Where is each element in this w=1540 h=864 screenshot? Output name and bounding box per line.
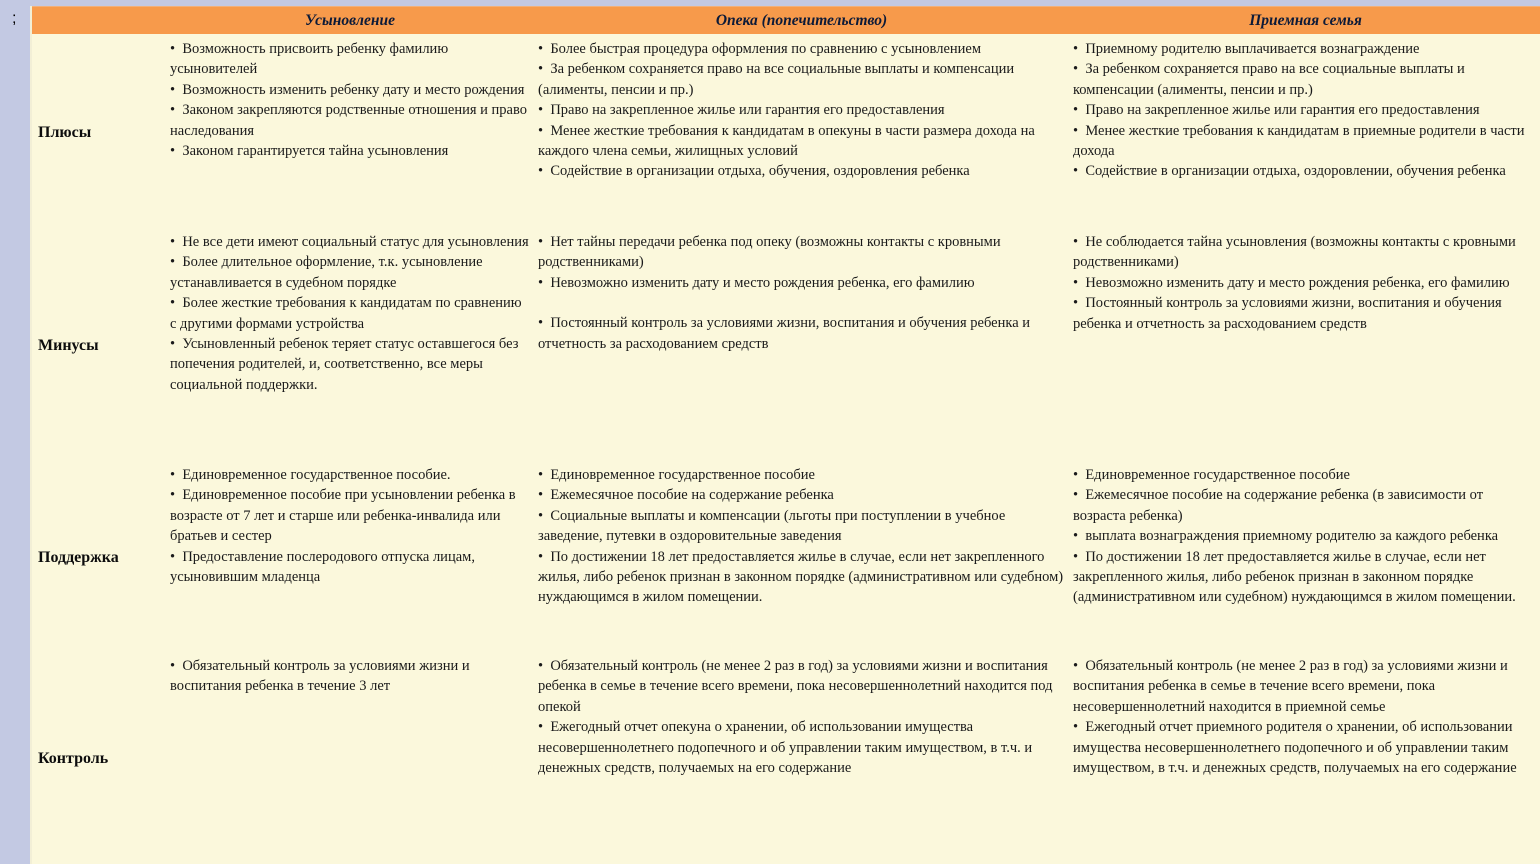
list-item: • За ребенком сохраняется право на все социальные выплаты и компенсации (алименты, пенсии и пр.)	[1073, 59, 1538, 100]
header-foster-family: Приемная семья	[1069, 7, 1540, 35]
header-adoption: Усыновление	[166, 7, 534, 35]
comparison-table	[32, 6, 1540, 862]
list-item: • Содействие в организации отдыха, обучения, оздоровления ребенка	[538, 161, 1065, 181]
list-item: • Более длительное оформление, т.к. усыновление устанавливается в судебном порядке	[170, 252, 530, 293]
list-item: • Предоставление послеродового отпуска лицам, усыновившим младенца	[170, 547, 530, 588]
cell-plus-guardianship	[534, 34, 1069, 227]
list-item: • Право на закрепленное жилье или гарантия его предоставления	[1073, 100, 1538, 120]
list-item: • Постоянный контроль за условиями жизни, воспитания и обучения ребенка и отчетность за расходованием средств	[538, 313, 1065, 354]
left-gutter	[0, 0, 28, 864]
list-item: • Законом закрепляются родственные отношения и право наследования	[170, 100, 530, 141]
list-item: • Единовременное пособие при усыновлении ребенка в возрасте от 7 лет и старше или ребенка-инвалида или братьев и сестер	[170, 485, 530, 546]
list-item: • Нет тайны передачи ребенка под опеку (возможны контакты с кровными родственниками)	[538, 232, 1065, 273]
table-row-control	[32, 651, 1540, 862]
list-item: • Приемному родителю выплачивается вознаграждение	[1073, 39, 1538, 59]
list-item: • Не соблюдается тайна усыновления (возможны контакты с кровными родственниками)	[1073, 232, 1538, 273]
table-row-plus	[32, 34, 1540, 227]
header-row	[32, 7, 1540, 35]
list-item: • Постоянный контроль за условиями жизни, воспитания и обучения ребенка и отчетность за расходованием средств	[1073, 293, 1538, 334]
list-item: • За ребенком сохраняется право на все социальные выплаты и компенсации (алименты, пенсии и пр.)	[538, 59, 1065, 100]
list-item: • Ежегодный отчет приемного родителя о хранении, об использовании имущества несовершеннолетнего подопечного и об управлении таким имуществом, в т.ч. и денежных средств, получаемых на его содержание	[1073, 717, 1538, 778]
cell-minus-guardianship	[534, 227, 1069, 460]
cell-support-adoption	[166, 460, 534, 651]
list-item: • Не все дети имеют социальный статус для усыновления	[170, 232, 530, 252]
list-item: • Усыновленный ребенок теряет статус оставшегося без попечения родителей, и, соответственно, все меры социальной поддержки.	[170, 334, 530, 395]
list-item: • По достижении 18 лет предоставляется жилье в случае, если нет закрепленного жилья, либо ребенок признан в законном порядке (административном или судебном) нуждающимся в жилом помещении.	[1073, 547, 1538, 608]
list-item: • Возможность присвоить ребенку фамилию усыновителей	[170, 39, 530, 80]
cell-control-foster	[1069, 651, 1540, 862]
list-item: • Единовременное государственное пособие.	[170, 465, 530, 485]
list-item: • Социальные выплаты и компенсации (льготы при поступлении в учебное заведение, путевки в оздоровительные заведения	[538, 506, 1065, 547]
cell-minus-adoption	[166, 227, 534, 460]
list-item: • Единовременное государственное пособие	[1073, 465, 1538, 485]
list-item: • Более быстрая процедура оформления по сравнению с усыновлением	[538, 39, 1065, 59]
list-item: • Менее жесткие требования к кандидатам в приемные родители в части дохода	[1073, 121, 1538, 162]
cell-support-foster	[1069, 460, 1540, 651]
header-corner	[32, 7, 166, 35]
row-label-plus: Плюсы	[38, 123, 92, 141]
list-item: • Ежемесячное пособие на содержание ребенка	[538, 485, 1065, 505]
list-item: • Обязательный контроль (не менее 2 раз в год) за условиями жизни и воспитания ребенка в семье в течение всего времени, пока несовершеннолетний находится в приемной семье	[1073, 656, 1538, 717]
row-label-support: Поддержка	[38, 548, 119, 566]
cell-support-guardianship	[534, 460, 1069, 651]
list-item: • Более жесткие требования к кандидатам по сравнению с другими формами устройства	[170, 293, 530, 334]
list-item: • Ежемесячное пособие на содержание ребенка (в зависимости от возраста ребенка)	[1073, 485, 1538, 526]
list-item: • Невозможно изменить дату и место рождения ребенка, его фамилию	[538, 273, 1065, 293]
list-item: • выплата вознаграждения приемному родителю за каждого ребенка	[1073, 526, 1538, 546]
list-item: • По достижении 18 лет предоставляется жилье в случае, если нет закрепленного жилья, либо ребенок признан в законном порядке (административном или судебном) нуждающимся в жилом помещении.	[538, 547, 1065, 608]
cell-minus-foster	[1069, 227, 1540, 460]
cell-plus-adoption	[166, 34, 534, 227]
row-label-minus: Минусы	[38, 336, 99, 354]
list-item: • Обязательный контроль (не менее 2 раз в год) за условиями жизни и воспитания ребенка в семье в течение всего времени, пока несовершеннолетний находится под опекой	[538, 656, 1065, 717]
header-guardianship: Опека (попечительство)	[534, 7, 1069, 35]
list-item: • Невозможно изменить дату и место рождения ребенка, его фамилию	[1073, 273, 1538, 293]
cell-plus-foster	[1069, 34, 1540, 227]
row-label-control: Контроль	[38, 749, 109, 767]
comparison-sheet	[30, 6, 1540, 864]
list-item: • Менее жесткие требования к кандидатам в опекуны в части размера дохода на каждого члена семьи, жилищных условий	[538, 121, 1065, 162]
table-row-minus	[32, 227, 1540, 460]
list-item: • Содействие в организации отдыха, оздоровлении, обучения ребенка	[1073, 161, 1538, 181]
cell-control-adoption	[166, 651, 534, 862]
list-item: • Законом гарантируется тайна усыновления	[170, 141, 530, 161]
cell-control-guardianship	[534, 651, 1069, 862]
list-item: • Право на закрепленное жилье или гарантия его предоставления	[538, 100, 1065, 120]
gutter-mark: ;	[12, 10, 17, 27]
table-row-support	[32, 460, 1540, 651]
list-item: • Обязательный контроль за условиями жизни и воспитания ребенка в течение 3 лет	[170, 656, 530, 697]
list-item: • Единовременное государственное пособие	[538, 465, 1065, 485]
list-item: • Ежегодный отчет опекуна о хранении, об использовании имущества несовершеннолетнего подопечного и об управлении таким имуществом, в т.ч. и денежных средств, получаемых на его содержание	[538, 717, 1065, 778]
list-item: • Возможность изменить ребенку дату и место рождения	[170, 80, 530, 100]
